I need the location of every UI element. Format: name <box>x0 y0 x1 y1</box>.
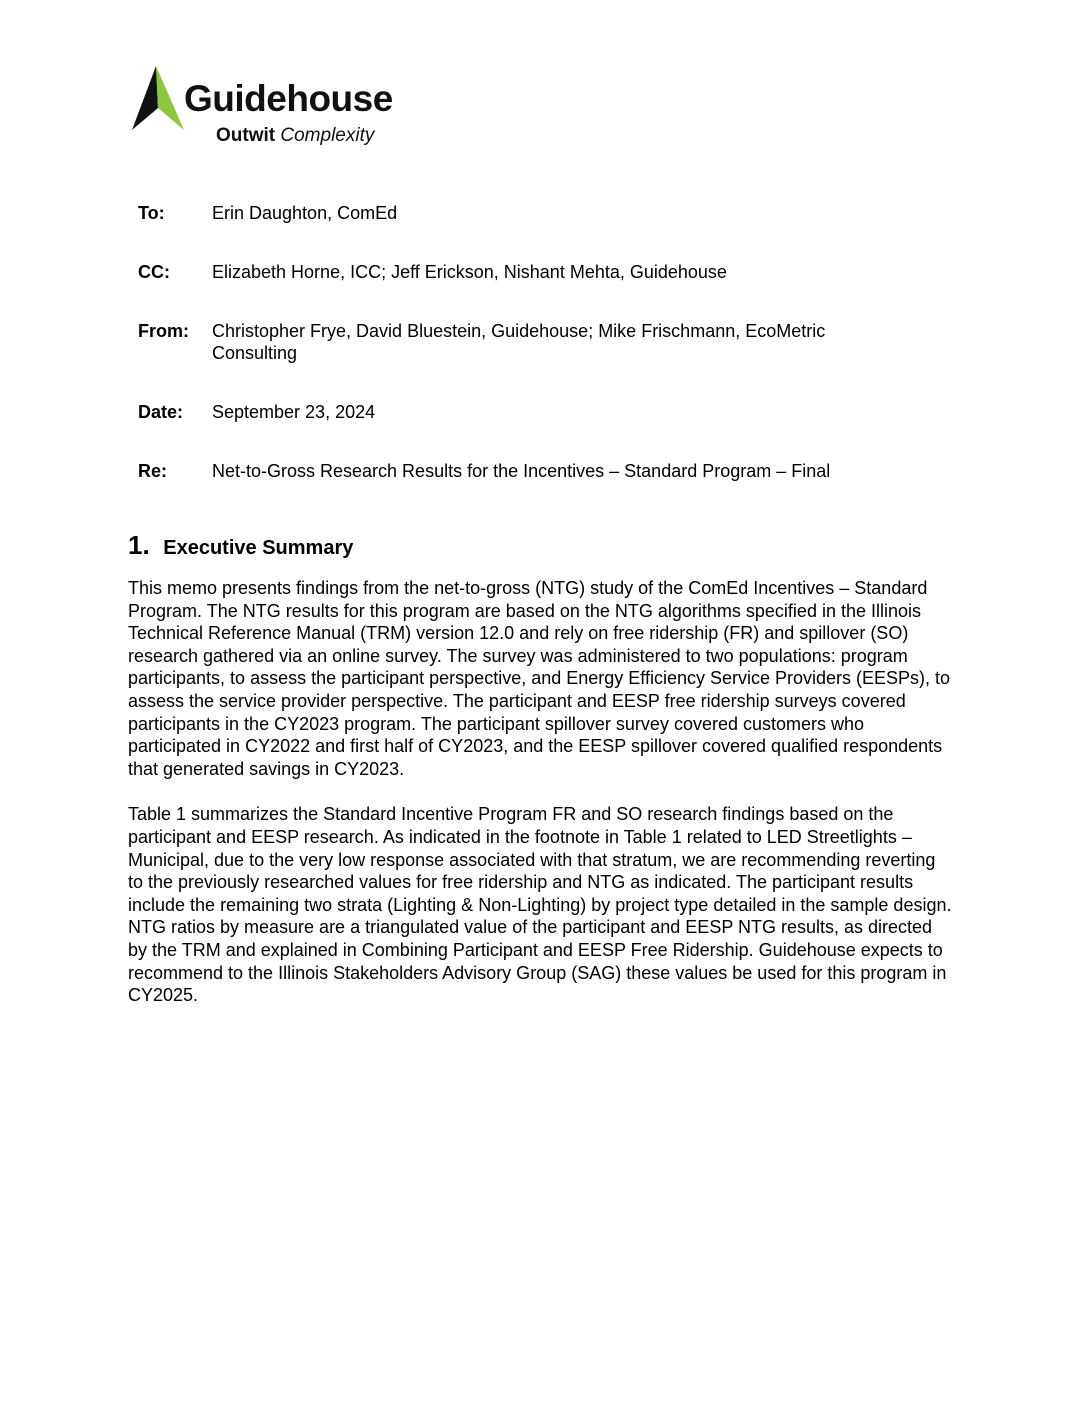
memo-row-date <box>138 401 938 460</box>
date-label: Date: <box>138 402 184 422</box>
guidehouse-logo <box>130 62 410 152</box>
section-heading <box>128 530 958 563</box>
summary-paragraph-2: Table 1 summarizes the Standard Incentive Program FR and SO research findings based on the participant and EESP research. As indicated in the footnote in Table 1 related to LED Streetlights – Municipal, due to the very low response associated with that stratum, we are recommending reverting to the previously researched values for free ridership and NTG as indicated. The participant results include the remaining two strata (Lighting & Non-Lighting) by project type detailed in the sample design. NTG ratios by measure are a triangulated value of the participant and EESP NTG results, as directed by the TRM and explained in Combining Participant and EESP Free Ridership. Guidehouse expects to recommend to the Illinois Stakeholders Advisory Group (SAG) these values be used for this program in CY2025. <box>128 804 952 1006</box>
from-label: From: <box>138 321 189 341</box>
memo-row-re <box>138 460 938 500</box>
re-label: Re: <box>138 461 168 481</box>
cc-value: Elizabeth Horne, ICC; Jeff Erickson, Nishant Mehta, Guidehouse <box>212 262 727 282</box>
section-number: 1. <box>128 530 150 560</box>
to-value: Erin Daughton, ComEd <box>212 203 398 223</box>
re-value: Net-to-Gross Research Results for the Incentives – Standard Program – Final <box>212 461 831 481</box>
logo-tagline-strong: Outwit <box>216 125 276 146</box>
date-value: September 23, 2024 <box>212 402 376 422</box>
section-title: Executive Summary <box>163 537 354 559</box>
memo-row-from <box>138 320 938 401</box>
memo-row-cc <box>138 261 938 320</box>
logo-tagline <box>216 126 374 145</box>
summary-paragraph-1: This memo presents findings from the net-to-gross (NTG) study of the ComEd Incentives – Standard Program. The NTG results for this program are based on the NTG algorithms specified in the Illinois Technical Reference Manual (TRM) version 12.0 and rely on free ridership (FR) and spillover (SO) research gathered via an online survey. The survey was administered to two populations: program participants, to assess the participant perspective, and Energy Efficiency Service Providers (EESPs), to assess the service provider perspective. The participant and EESP free ridership surveys covered participants in the CY2023 program. The participant spillover survey covered customers who participated in CY2022 and first half of CY2023, and the EESP spillover covered qualified respondents that generated savings in CY2023. <box>128 578 951 779</box>
executive-summary-section <box>128 530 958 1030</box>
memo-header <box>138 202 938 500</box>
guidehouse-arrow-icon <box>130 62 186 134</box>
logo-brand-text: Guidehouse <box>184 78 393 119</box>
cc-label: CC: <box>138 262 170 282</box>
memo-row-to <box>138 202 938 261</box>
from-value: Christopher Frye, David Bluestein, Guidehouse; Mike Frischmann, EcoMetric Consulting <box>212 321 826 363</box>
to-label: To: <box>138 203 165 223</box>
logo-tagline-italic: Complexity <box>280 125 375 146</box>
